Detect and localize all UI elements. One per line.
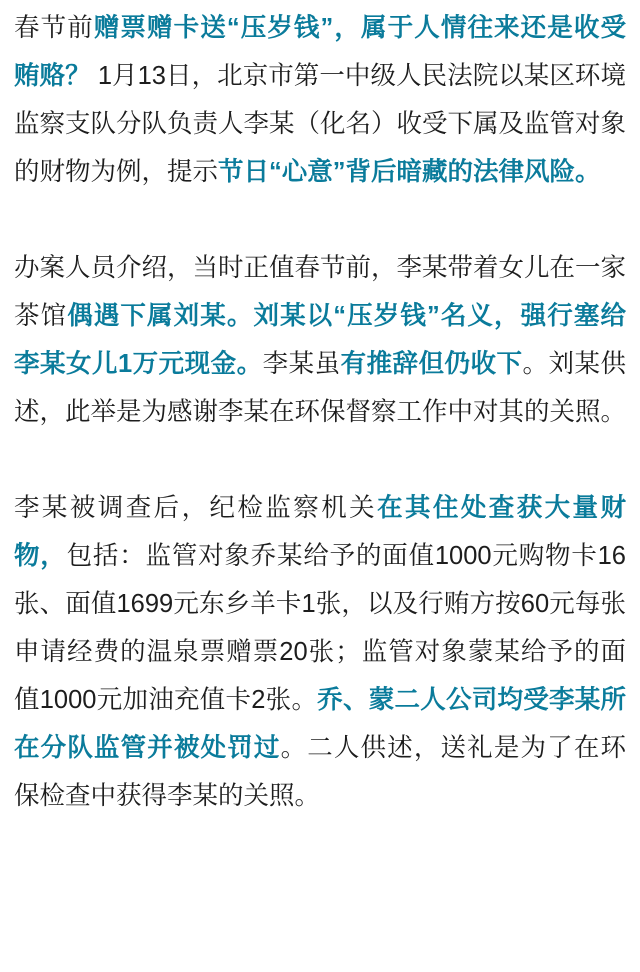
- body-text: 1月13日，北京市第一中级人民法院以某区环境监察支队分队负责人李某（化名）收受下属及监管对象的财物为例，提示: [14, 62, 627, 186]
- paragraph-1: [14, 4, 626, 196]
- body-text: 。刘某供述，此举是为感谢李某在环保督察工作中对其的关照。: [14, 350, 627, 426]
- body-text: 李某虽: [262, 350, 341, 378]
- highlighted-text: 赠票赠卡送“压岁钱”，属于人情往来还是收受贿赂？: [14, 14, 626, 90]
- highlighted-text: 在其住处查获大量财物，: [14, 494, 626, 570]
- body-text: 办案人员介绍，当时正值春节前，李某带着女儿在一家茶馆: [14, 254, 627, 330]
- highlighted-text: 节日“心意”背后暗藏的法律风险。: [218, 158, 601, 186]
- highlighted-text: 有推辞但仍收下: [340, 350, 523, 378]
- paragraph-2: [14, 244, 626, 436]
- paragraph-3: [14, 484, 626, 820]
- body-text: 包括：监管对象乔某给予的面值1000元购物卡16张、面值1699元东乡羊卡1张，以及行贿方按60元每张申请经费的温泉票赠票20张；监管对象蒙某给予的面值1000元加油充值卡2张。: [14, 542, 626, 714]
- body-text: 春节前: [14, 14, 94, 42]
- body-text: 李某被调查后，纪检监察机关: [14, 494, 378, 522]
- highlighted-text: 乔、蒙二人公司均受李某所在分队监管并被处罚过: [14, 686, 626, 762]
- article-body: [14, 0, 626, 820]
- highlighted-text: 偶遇下属刘某。刘某以“压岁钱”名义，强行塞给李某女儿1万元现金。: [14, 302, 626, 378]
- body-text: 。二人供述，送礼是为了在环保检查中获得李某的关照。: [14, 734, 626, 810]
